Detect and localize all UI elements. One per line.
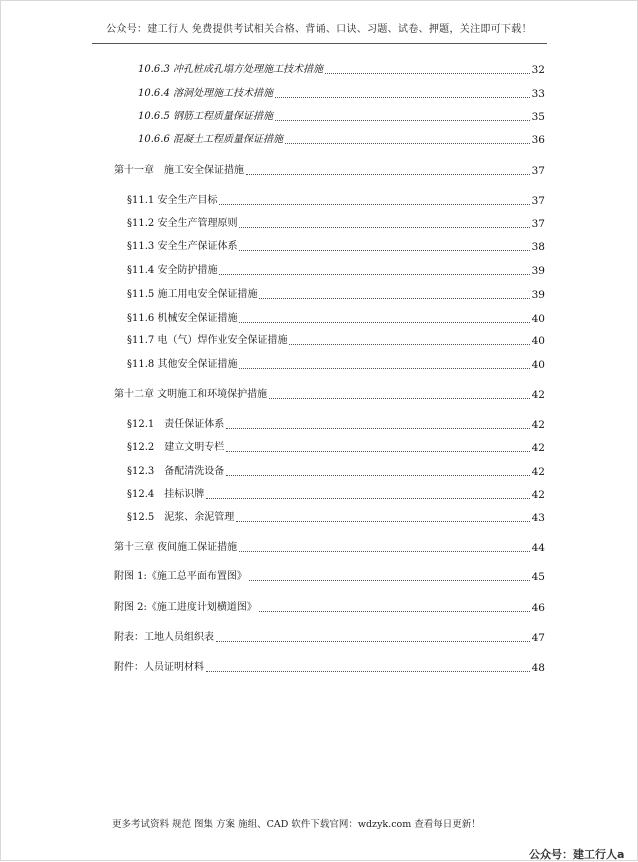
toc-label: 附图 2:《施工进度计划横道图》 (114, 602, 257, 613)
toc-page: 33 (531, 88, 545, 100)
toc-entry-12-1[interactable] (127, 418, 545, 432)
toc-label: 附件：人员证明材料 (114, 662, 204, 673)
toc-entry-11-3[interactable] (127, 240, 545, 254)
toc-leader (226, 451, 529, 452)
toc-entry-12-2[interactable] (127, 441, 545, 455)
toc-leader (259, 298, 529, 299)
toc-leader (236, 521, 529, 522)
toc-label: §12.4 挂标识牌 (127, 489, 205, 500)
toc-leader (275, 97, 530, 98)
toc-page: 39 (531, 265, 545, 277)
toc-label: §11.8 其他安全保证措施 (127, 359, 238, 370)
toc-label: §11.3 安全生产保证体系 (127, 241, 238, 252)
toc-label: §12.3 备配清洗设备 (127, 466, 225, 477)
toc-label: §12.1 责任保证体系 (127, 419, 225, 430)
toc-page: 32 (531, 64, 545, 76)
toc-label: 附表：工地人员组织表 (114, 632, 214, 643)
toc-entry-appendix-table[interactable] (114, 631, 545, 645)
toc-page: 37 (531, 218, 545, 230)
toc-entry-10-6-3[interactable] (138, 63, 545, 77)
toc-leader (239, 250, 529, 251)
watermark: 公众号：建工行人a (529, 848, 625, 861)
toc-leader (259, 611, 530, 612)
toc-page: 42 (531, 489, 545, 501)
toc-leader (216, 641, 530, 642)
toc-entry-10-6-4[interactable] (138, 87, 545, 101)
toc-leader (226, 428, 529, 429)
toc-entry-11-2[interactable] (127, 217, 545, 231)
toc-label: §11.6 机械安全保证措施 (127, 313, 238, 324)
toc-leader (246, 174, 530, 175)
toc-leader (239, 227, 529, 228)
toc-leader (239, 551, 529, 552)
toc-page: 42 (531, 466, 545, 478)
toc-label: §11.2 安全生产管理原则 (127, 218, 238, 229)
toc-entry-chapter-11[interactable] (114, 164, 545, 178)
toc-page: 43 (531, 512, 545, 524)
toc-page: 40 (531, 335, 545, 347)
toc-page: 45 (531, 571, 545, 583)
toc-label: §11.1 安全生产目标 (127, 195, 218, 206)
toc-leader (206, 671, 530, 672)
toc-leader (285, 143, 530, 144)
toc-entry-chapter-12[interactable] (114, 388, 545, 402)
toc-entry-appendix-figure-2[interactable] (114, 601, 545, 615)
toc-leader (239, 368, 529, 369)
toc-label: §12.5 泥浆、余泥管理 (127, 512, 235, 523)
toc-entry-appendix-figure-1[interactable] (114, 570, 545, 584)
toc-leader (275, 120, 530, 121)
toc-page: 42 (531, 419, 545, 431)
toc-label: 第十一章 施工安全保证措施 (114, 165, 244, 176)
toc-leader (219, 204, 529, 205)
toc-label: §12.2 建立文明专栏 (127, 442, 225, 453)
toc-label: 10.6.5 钢筋工程质量保证措施 (138, 111, 273, 122)
toc-entry-attachment[interactable] (114, 661, 545, 675)
toc-page: 44 (531, 542, 545, 554)
toc-entry-11-7[interactable] (127, 334, 545, 348)
toc-label: §11.7 电（气）焊作业安全保证措施 (127, 335, 288, 346)
toc-leader (206, 498, 529, 499)
toc-page: 48 (531, 662, 545, 674)
toc-page: 42 (531, 389, 545, 401)
toc-page: 40 (531, 313, 545, 325)
toc-entry-chapter-13[interactable] (114, 541, 545, 555)
toc-page: 37 (531, 195, 545, 207)
toc-page: 36 (531, 134, 545, 146)
toc-leader (219, 274, 529, 275)
toc-entry-10-6-5[interactable] (138, 110, 545, 124)
page-footer: 更多考试资料 规范 图集 方案 施组、CAD 软件下载官网：wdzyk.com 查看每日更新！ (112, 819, 481, 830)
toc-page: 47 (531, 632, 545, 644)
toc-page: 35 (531, 111, 545, 123)
toc-entry-12-5[interactable] (127, 511, 545, 525)
toc-entry-11-1[interactable] (127, 194, 545, 208)
toc-leader (226, 475, 529, 476)
toc-entry-11-4[interactable] (127, 264, 545, 278)
toc-entry-11-8[interactable] (127, 358, 545, 372)
toc-page: 39 (531, 289, 545, 301)
toc-label: 10.6.6 混凝土工程质量保证措施 (138, 134, 283, 145)
toc-entry-12-3[interactable] (127, 465, 545, 479)
toc-page: 38 (531, 241, 545, 253)
toc-entry-12-4[interactable] (127, 488, 545, 502)
toc-page: 46 (531, 602, 545, 614)
toc-page: 40 (531, 359, 545, 371)
toc-label: 第十三章 夜间施工保证措施 (114, 542, 238, 553)
toc-label: 10.6.4 溶洞处理施工技术措施 (138, 88, 273, 99)
toc-page: 37 (531, 165, 545, 177)
page-header: 公众号：建工行人 免费提供考试相关合格、背诵、口诀、习题、试卷、押题，关注即可下载！ (106, 24, 532, 35)
toc-label: 附图 1:《施工总平面布置图》 (114, 571, 247, 582)
toc-label: 10.6.3 冲孔桩成孔塌方处理施工技术措施 (138, 64, 323, 75)
toc-leader (249, 580, 530, 581)
toc-leader (325, 73, 530, 74)
toc-leader (289, 344, 529, 345)
toc-entry-11-5[interactable] (127, 288, 545, 302)
toc-entry-10-6-6[interactable] (138, 133, 545, 147)
toc-label: 第十二章 文明施工和环境保护措施 (114, 389, 268, 400)
header-rule (92, 43, 547, 44)
toc-label: §11.5 施工用电安全保证措施 (127, 289, 258, 300)
toc-page: 42 (531, 442, 545, 454)
toc-leader (269, 398, 529, 399)
toc-leader (239, 322, 529, 323)
toc-entry-11-6[interactable] (127, 312, 545, 326)
toc-label: §11.4 安全防护措施 (127, 265, 218, 276)
